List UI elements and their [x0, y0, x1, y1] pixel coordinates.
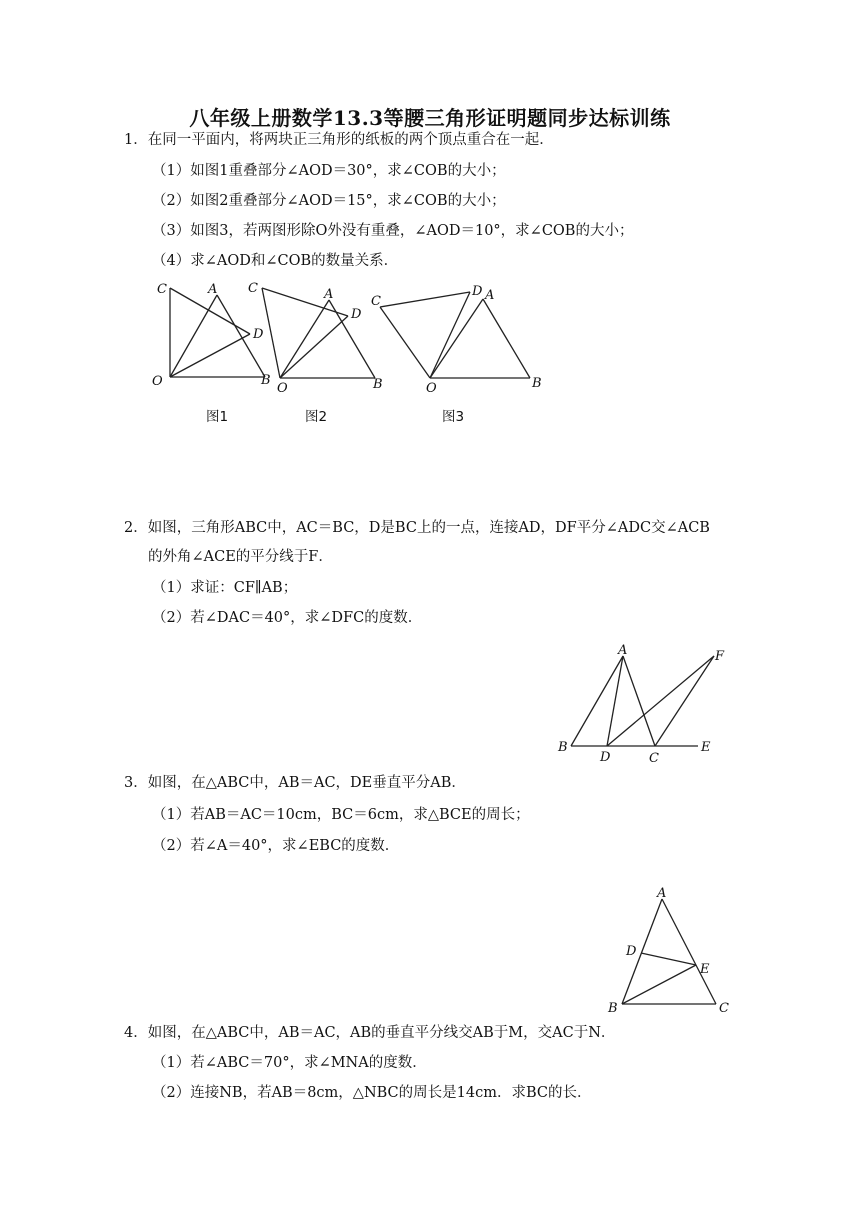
q3-stem: 3．如图，在△ABC中，AB＝AC，DE垂直平分AB．	[124, 775, 466, 791]
figure-2	[248, 281, 383, 425]
fig3-label-o: O	[426, 381, 437, 396]
q2-label-b: B	[558, 740, 568, 755]
q2-part2: （2）若∠DAC＝40°，求∠DFC的度数．	[152, 610, 423, 626]
fig2-label-c: C	[248, 281, 258, 296]
q3-label-a: A	[657, 886, 667, 901]
q3-label-b: B	[608, 1001, 618, 1016]
q3-part1: （1）若AB＝AC＝10cm，BC＝6cm，求△BCE的周长；	[152, 807, 530, 823]
q2-label-e: E	[701, 740, 711, 755]
fig3-label-b: B	[532, 376, 542, 391]
q2-label-a: A	[618, 643, 628, 658]
fig3-caption: 图3	[442, 409, 465, 425]
q3-label-d: D	[626, 944, 637, 959]
q2-label-d: D	[600, 750, 611, 765]
q4-part1: （1）若∠ABC＝70°，求∠MNA的度数．	[152, 1055, 427, 1071]
fig1-label-d: D	[253, 327, 264, 342]
q1-part1: （1）如图1重叠部分∠AOD＝30°，求∠COB的大小；	[152, 163, 506, 179]
q3-figure	[600, 885, 740, 1015]
fig2-label-o: O	[277, 381, 288, 396]
fig2-label-d: D	[351, 307, 362, 322]
q2-figure	[552, 640, 732, 770]
q1-part2: （2）如图2重叠部分∠AOD＝15°，求∠COB的大小；	[152, 193, 506, 209]
fig1-caption: 图1	[206, 409, 229, 425]
page-title: 八年级上册数学13.3等腰三角形证明题同步达标训练	[189, 106, 671, 130]
fig2-label-b: B	[373, 377, 383, 392]
fig1-label-b: B	[261, 373, 271, 388]
q2-label-f: F	[715, 649, 725, 664]
q1-part4: （4）求∠AOD和∠COB的数量关系．	[152, 253, 399, 269]
fig1-label-a: A	[208, 282, 218, 297]
q1-part3: （3）如图3，若两图形除O外没有重叠，∠AOD＝10°，求∠COB的大小；	[152, 223, 634, 239]
q2-stem-line2: 的外角∠ACE的平分线于F．	[148, 549, 333, 565]
figure-3	[371, 284, 542, 425]
q4-part2: （2）连接NB，若AB＝8cm，△NBC的周长是14cm．求BC的长．	[152, 1085, 592, 1101]
fig3-label-c: C	[371, 294, 381, 309]
fig3-label-a: A	[485, 288, 495, 303]
q1-stem: 1．在同一平面内，将两块正三角形的纸板的两个顶点重合在一起．	[124, 132, 554, 148]
q3-label-e: E	[700, 962, 710, 977]
q2-stem-line1: 2．如图，三角形ABC中，AC＝BC，D是BC上的一点，连接AD，DF平分∠ADC交∠ACB	[124, 520, 710, 536]
q2-part1: （1）求证：CF∥AB；	[152, 580, 298, 596]
q4-stem: 4．如图，在△ABC中，AB＝AC，AB的垂直平分线交AB于M，交AC于N．	[124, 1025, 616, 1041]
fig3-label-d: D	[472, 284, 483, 299]
q1-figures	[140, 275, 560, 430]
fig2-caption: 图2	[305, 409, 328, 425]
q2-label-c: C	[649, 751, 659, 766]
q3-label-c: C	[719, 1001, 729, 1016]
q3-part2: （2）若∠A＝40°，求∠EBC的度数．	[152, 838, 400, 854]
fig1-label-o: O	[152, 374, 163, 389]
fig2-label-a: A	[324, 287, 334, 302]
figure-1	[152, 282, 271, 425]
fig1-label-c: C	[157, 282, 167, 297]
